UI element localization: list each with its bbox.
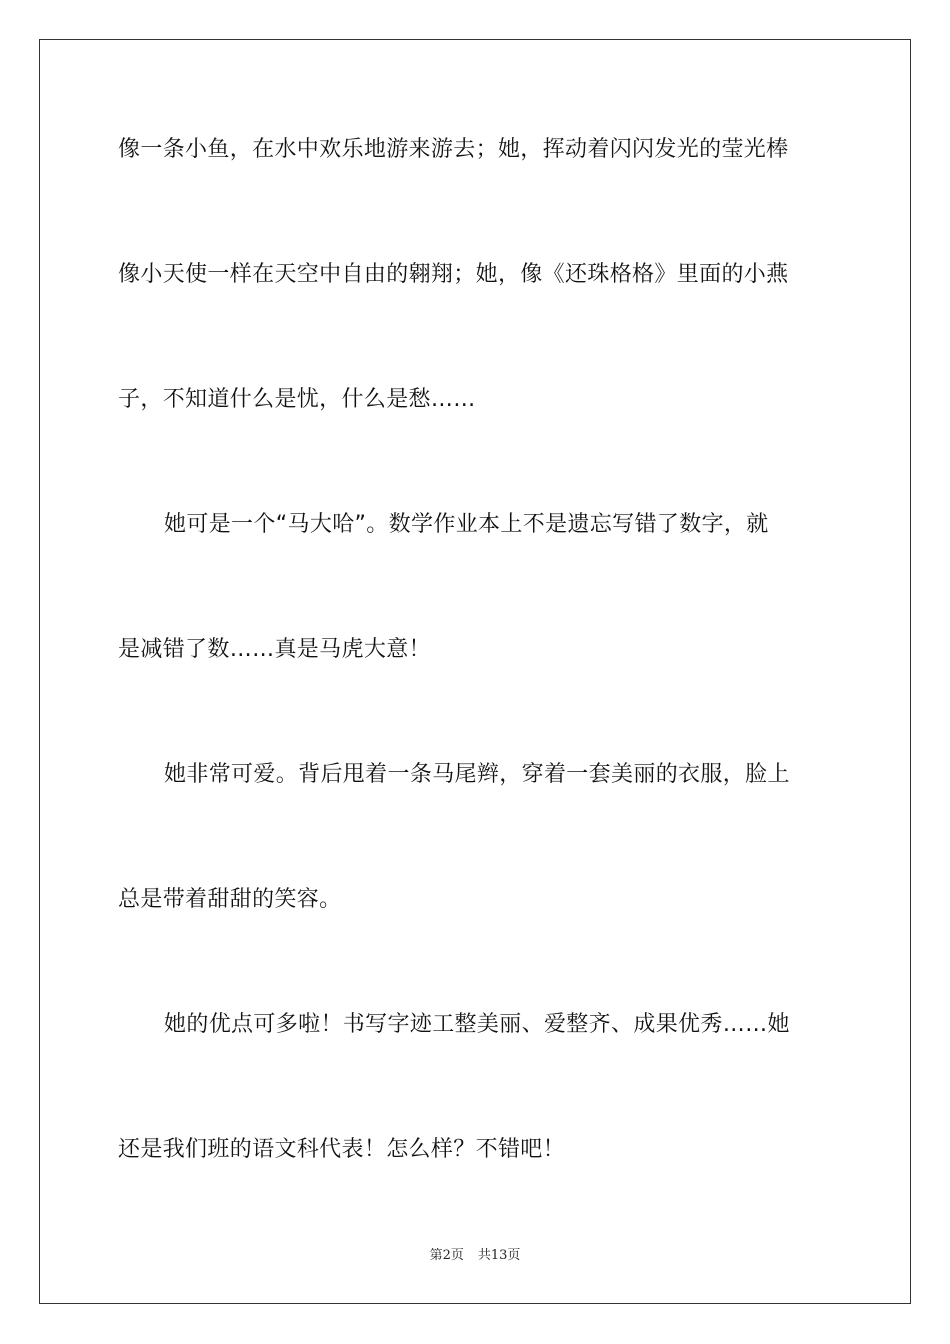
text-line: 还是我们班的语文科代表！怎么样？不错吧！ bbox=[118, 1137, 566, 1162]
text-line: 是减错了数……真是马虎大意！ bbox=[118, 637, 431, 662]
text-line: 像小天使一样在天空中自由的翱翔；她，像《还珠格格》里面的小燕 bbox=[118, 262, 789, 287]
page-number: 第2页 bbox=[429, 1248, 464, 1263]
paragraph-first-line: 她的优点可多啦！书写字迹工整美丽、爱整齐、成果优秀……她 bbox=[164, 1012, 790, 1037]
text-line: 子，不知道什么是忧，什么是愁…… bbox=[118, 387, 476, 412]
text-line: 总是带着甜甜的笑容。 bbox=[118, 887, 342, 912]
paragraph-first-line: 她可是一个“马大哈”。数学作业本上不是遗忘写错了数字，就 bbox=[164, 512, 769, 537]
page-footer bbox=[0, 1247, 950, 1265]
paragraph-first-line: 她非常可爱。背后甩着一条马尾辫，穿着一套美丽的衣服，脸上 bbox=[164, 762, 790, 787]
page-total: 共13页 bbox=[477, 1248, 521, 1263]
page-border bbox=[39, 39, 911, 1304]
text-line: 像一条小鱼，在水中欢乐地游来游去；她，挥动着闪闪发光的莹光棒 bbox=[118, 137, 789, 162]
